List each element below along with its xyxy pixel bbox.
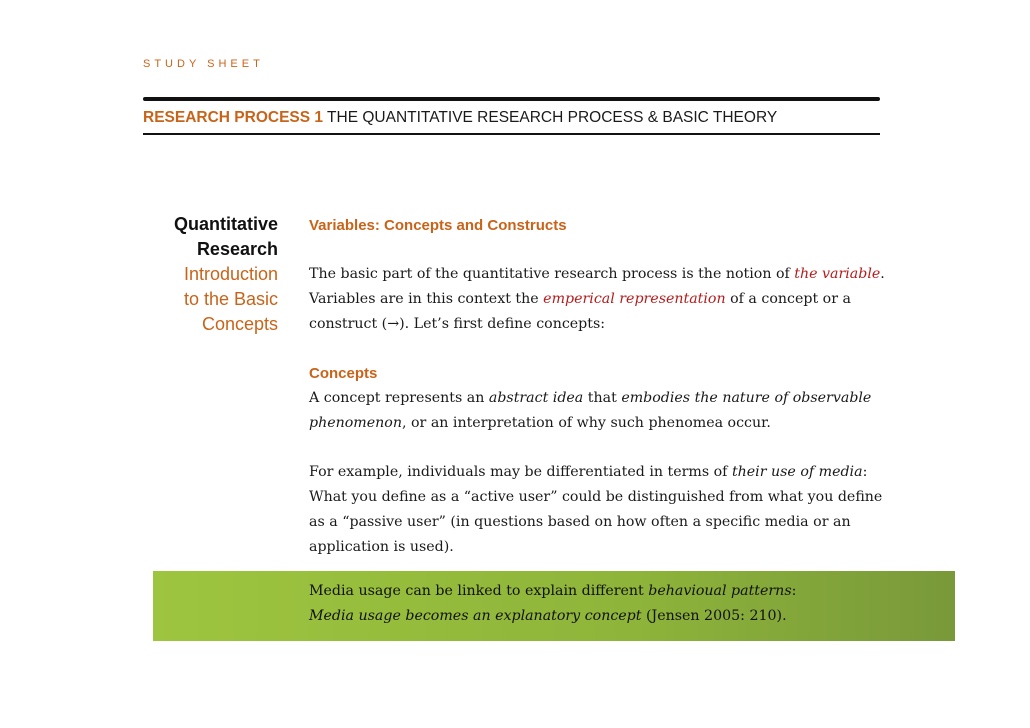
emphasis-behavioual-patterns: behavioual patterns	[648, 583, 792, 599]
text-run: that	[583, 390, 622, 406]
paragraph-concepts	[309, 386, 899, 436]
main-content	[309, 213, 899, 560]
sidebar-topic	[150, 212, 278, 337]
paragraph-variables	[309, 262, 899, 337]
sidebar-title-line-2: Research	[196, 239, 278, 259]
highlight-text	[309, 579, 909, 629]
sidebar-subtitle-line-2: to the Basic	[183, 289, 278, 309]
emphasis-emperical-representation: emperical representation	[543, 291, 726, 307]
header-rule-bottom	[143, 133, 880, 135]
sidebar-subtitle-line-3: Concepts	[201, 314, 278, 334]
text-run: :	[791, 583, 797, 599]
emphasis-use-of-media: their use of media	[731, 464, 863, 480]
sidebar-title-line-1: Quantitative	[173, 214, 278, 234]
text-run: A concept represents an	[309, 390, 489, 406]
heading-variables: Variables: Concepts and Constructs	[309, 217, 567, 234]
emphasis-the-variable: the variable	[794, 266, 881, 282]
emphasis-nature-of-phenomenon: embodies the nature of observable phenomenon	[309, 390, 872, 431]
text-run: For example, individuals may be differentiated in terms of	[309, 464, 732, 480]
section-label: RESEARCH PROCESS 1	[143, 109, 324, 126]
text-run: , or an interpretation of why such phenomea occur.	[401, 415, 771, 431]
citation: (Jensen 2005: 210).	[641, 608, 787, 624]
heading-concepts: Concepts	[309, 365, 378, 382]
highlight-line-1	[309, 579, 909, 604]
header-rule-top	[143, 97, 880, 101]
text-run: of a concept or a construct (→). Let’s first define concepts:	[309, 291, 851, 332]
paragraph-example	[309, 460, 899, 560]
text-run: : What you define as a “active user” could be distinguished from what you define as a “passive user” (in questions based on how often a specific media or an application is used).	[309, 464, 883, 555]
emphasis-abstract-idea: abstract idea	[488, 390, 584, 406]
section-title: THE QUANTITATIVE RESEARCH PROCESS & BASIC THEORY	[327, 109, 778, 126]
highlight-line-2	[309, 604, 909, 629]
text-run: . Variables are in this context the	[309, 266, 885, 307]
page-title	[143, 109, 777, 127]
emphasis-explanatory-concept: Media usage becomes an explanatory concept	[309, 608, 642, 624]
text-run: Media usage can be linked to explain different	[309, 583, 649, 599]
sidebar-subtitle-line-1: Introduction	[183, 264, 278, 284]
kicker-label: STUDY SHEET	[143, 58, 264, 70]
text-run: The basic part of the quantitative research process is the notion of	[309, 266, 795, 282]
